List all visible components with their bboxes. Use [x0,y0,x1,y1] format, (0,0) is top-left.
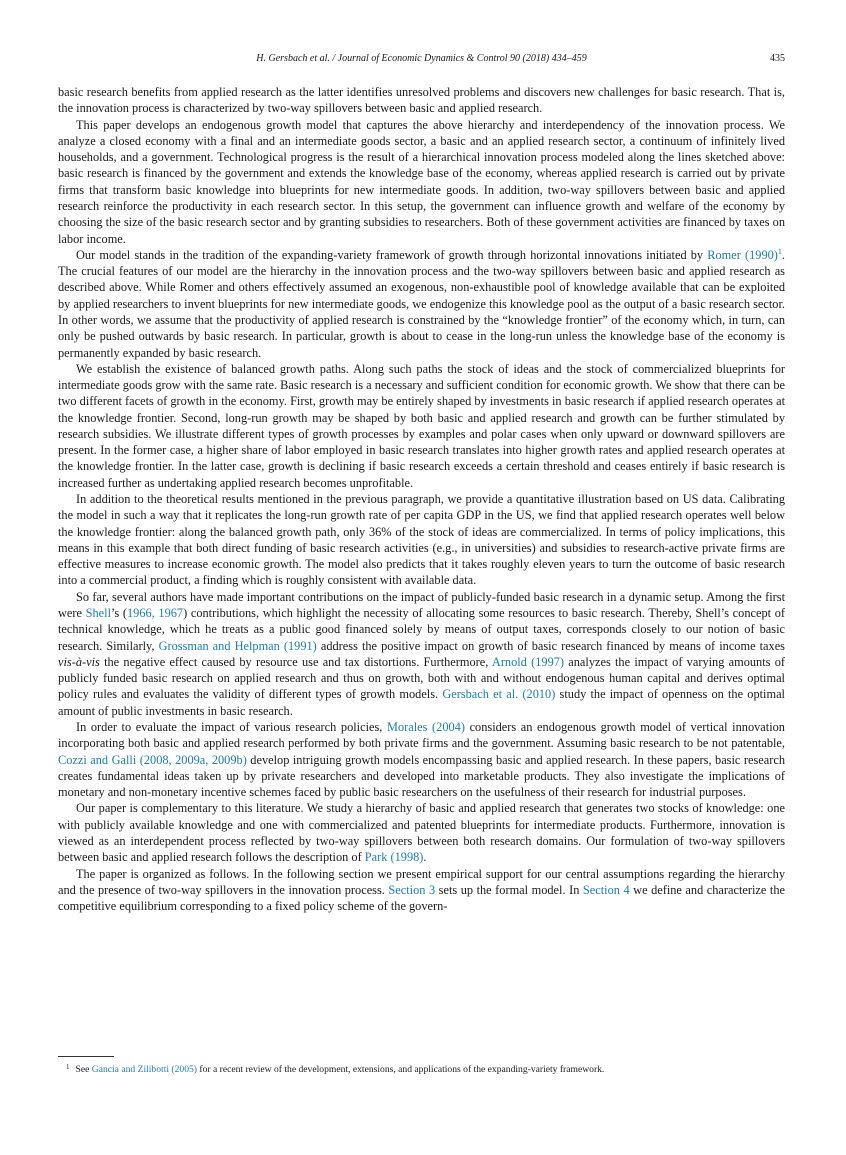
citation-shell[interactable]: Shell [85,606,111,620]
paragraph-3: Our model stands in the tradition of the expanding-variety framework of growth through horizontal innovations initiated by Romer (1990)$^1$. The crucial features of our model are the hierarchy in the innovation process and the two-way spillovers between basic and applied research as described above. While Romer and others effectively assumed an exogenous, non-exhaustible pool of knowledge available that can be exploited by applied researchers to invent blueprints for new intermediate goods, we endogenize this knowledge pool as the output of a basic research sector. In other words, we assume that the productivity of applied research is constrained by the “knowledge frontier” of the economy which, in turn, can only be pushed outwards by basic research. In particular, growth is about to cease in the long-run unless the knowledge base of the economy is permanently expanded by basic research. [58,246,785,360]
citation-gancia-zilibotti[interactable]: Gancia and Zilibotti (2005) [91,1064,198,1075]
paragraph-7: In order to evaluate the impact of various research policies, Morales (2004) considers an endogenous growth model of vertical innovation incorporating both basic and applied research performed by both private firms and the government. Assuming basic research to be not patentable, Cozzi and Galli (2008, 2009a, 2009b) develop intriguing growth models encompassing basic and applied research. In these papers, basic research creates fundamental ideas taken up by private researchers and developed into marketable products. They also investigate the implications of monetary and non-monetary incentive schemes faced by public basic researchers on the usefulness of their research for industrial purposes. [58,719,785,800]
link-section-3[interactable]: Section 3 [388,882,436,897]
footnote-1: $^1$ See Gancia and Zilibotti (2005) for a recent review of the development, extensions, and applications of the expanding-variety framework. [66,1063,605,1075]
citation-park[interactable]: Park (1998) [364,850,424,865]
journal-citation: H. Gersbach et al. / Journal of Economic Dynamics & Control 90 (2018) 434–459 [256,53,587,64]
citation-morales[interactable]: Morales (2004) [387,719,465,734]
footnote-divider [58,1056,114,1057]
page-number: 435 [770,53,785,64]
paragraph-4: We establish the existence of balanced growth paths. Along such paths the stock of ideas and the stock of commercialized blueprints for intermediate goods grow with the same rate. Basic research is a necessary and sufficient condition for economic growth. We show that there can be two different facets of growth in the economy. First, growth may be entirely shaped by investments in basic research if applied research operates at the knowledge frontier. Second, long-run growth may be shaped by both basic and applied research and growth can be further stimulated by research subsidies. We illustrate different types of growth processes by examples and polar cases when only upward or downward spillovers are present. In the former case, a higher share of labor employed in basic research translates into higher growth rates and applied research operates at the knowledge frontier. In the latter case, growth is declining if basic research exceeds a certain threshold and ceases entirely if basic research is increased further as undertaking applied research becomes unprofitable. [58,361,785,490]
citation-shell-years[interactable]: 1966, 1967 [126,606,184,620]
paragraph-2: This paper develops an endogenous growth model that captures the above hierarchy and interdependency of the innovation process. We analyze a closed economy with a final and an intermediate goods sector, a basic and an applied research sector, a continuum of infinitely lived households, and a government. Technological progress is the result of a hierarchical innovation process modeled along the lines sketched above: basic research is financed by the government and extends the knowledge base of the economy, whereas applied research is carried out by private firms that transform basic knowledge into blueprints for new intermediate goods. In addition, two-way spillovers between basic and applied research reinforce the productivity in each research sector. In this setup, the government can influence growth and welfare of the economy by choosing the size of the basic research sector and by granting subsidies to researchers. Both of these government activities are financed by taxes on labor income. [58,117,785,246]
citation-cozzi-galli[interactable]: Cozzi and Galli (2008, 2009a, 2009b) [58,752,247,767]
citation-romer[interactable]: Romer (1990) [707,247,778,262]
paragraph-6: So far, several authors have made important contributions on the impact of publicly-funded basic research in a dynamic setup. Among the first were Shell’s (1966, 1967) contributions, which highlight the necessity of allocating some resources to basic research. Thereby, Shell’s concept of technical knowledge, which he treats as a public good financed solely by means of output taxes, corresponds closely to our notion of basic research. Similarly, Grossman and Helpman (1991) address the positive impact on growth of basic research financed by means of income taxes vis-à-vis the negative effect caused by resource use and tax distortions. Furthermore, Arnold (1997) analyzes the impact of varying amounts of publicly funded basic research on applied research and thus on growth, both with and without endogenous human capital and derives optimal policy rules and evaluates the validity of different types of growth models. Gersbach et al. (2010) study the impact of openness on the optimal amount of public investments in basic research. [58,589,785,718]
paragraph-9: The paper is organized as follows. In the following section we present empirical support for our central assumptions regarding the hierarchy and the presence of two-way spillovers in the innovation process. Section 3 sets up the formal model. In Section 4 we define and characterize the competitive equilibrium corresponding to a fixed policy scheme of the govern- [58,866,785,914]
link-section-4[interactable]: Section 4 [582,882,630,897]
paragraph-5: In addition to the theoretical results mentioned in the previous paragraph, we provide a quantitative illustration based on US data. Calibrating the model in such a way that it replicates the long-run growth rate of per capita GDP in the US, we find that applied research operates well below the knowledge frontier: along the balanced growth path, only 36% of the stock of ideas are commercialized. In terms of policy implications, this means in this example that both direct funding of basic research activities (e.g., in universities) and subsidies to research-active private firms are effective measures to increase economic growth. The model also predicts that it takes roughly eleven years to turn the outcome of basic research into a commercial product, a finding which is roughly consistent with available data. [58,492,785,588]
citation-grossman-helpman[interactable]: Grossman and Helpman (1991) [158,638,317,653]
citation-gersbach[interactable]: Gersbach et al. (2010) [442,687,556,702]
body-text [58,84,785,914]
running-head [58,53,785,67]
citation-arnold[interactable]: Arnold (1997) [491,654,565,669]
paragraph-1: basic research benefits from applied research as the latter identifies unresolved problems and discovers new challenges for basic research. That is, the innovation process is characterized by two-way spillovers between basic and applied research. [58,85,785,116]
footnote-ref-1[interactable]: 1 [777,246,782,256]
paragraph-8: Our paper is complementary to this literature. We study a hierarchy of basic and applied research that generates two stocks of knowledge: one with publicly available knowledge and one with commercialized and patented blueprints for intermediate products. Furthermore, innovation is viewed as an interdependent process reflected by two-way spillovers between both research domains. Our formulation of two-way spillovers between basic and applied research follows the description of Park (1998). [58,801,785,865]
footnote-marker: 1 [66,1063,70,1071]
